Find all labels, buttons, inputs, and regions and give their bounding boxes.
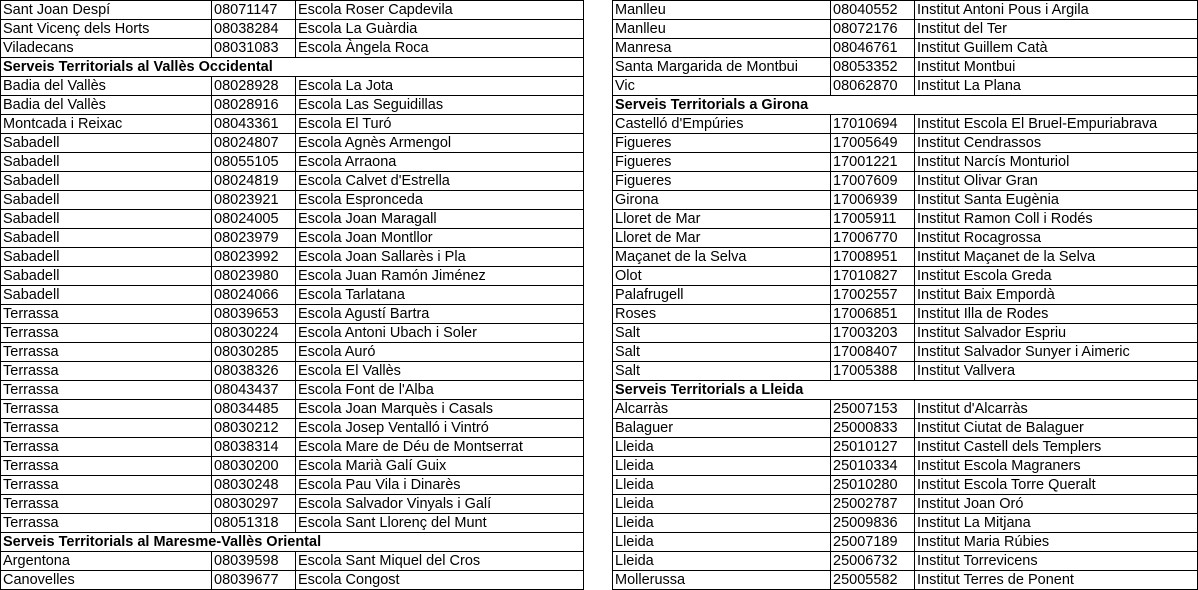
- school-name-cell: Institut Maçanet de la Selva: [915, 248, 1198, 267]
- school-name-cell: Escola La Guàrdia: [296, 20, 584, 39]
- school-name-cell: Escola Arraona: [296, 153, 584, 172]
- table-row: [1, 400, 584, 419]
- school-code-cell: 08030212: [212, 419, 296, 438]
- school-code-cell: 08051318: [212, 514, 296, 533]
- school-code-cell: 08028928: [212, 77, 296, 96]
- table-row: [613, 229, 1198, 248]
- town-cell: Roses: [613, 305, 831, 324]
- table-row: [613, 1, 1198, 20]
- school-name-cell: Escola Congost: [296, 571, 584, 590]
- school-name-cell: Escola Mare de Déu de Montserrat: [296, 438, 584, 457]
- table-row: [1, 514, 584, 533]
- school-code-cell: 08040552: [831, 1, 915, 20]
- town-cell: Lleida: [613, 495, 831, 514]
- town-cell: Viladecans: [1, 39, 212, 58]
- table-row: [613, 324, 1198, 343]
- table-row: [613, 343, 1198, 362]
- school-name-cell: Escola La Jota: [296, 77, 584, 96]
- school-code-cell: 08062870: [831, 77, 915, 96]
- table-body-right: [613, 1, 1198, 590]
- town-cell: Terrassa: [1, 305, 212, 324]
- school-code-cell: 08039653: [212, 305, 296, 324]
- school-code-cell: 08039677: [212, 571, 296, 590]
- table-row: [613, 39, 1198, 58]
- school-code-cell: 17006851: [831, 305, 915, 324]
- town-cell: Sabadell: [1, 210, 212, 229]
- school-code-cell: 25009836: [831, 514, 915, 533]
- school-name-cell: Escola Las Seguidillas: [296, 96, 584, 115]
- school-name-cell: Institut Castell dels Templers: [915, 438, 1198, 457]
- town-cell: Castelló d'Empúries: [613, 115, 831, 134]
- school-name-cell: Institut Salvador Espriu: [915, 324, 1198, 343]
- school-code-cell: 08024819: [212, 172, 296, 191]
- town-cell: Salt: [613, 362, 831, 381]
- school-code-cell: 17006939: [831, 191, 915, 210]
- town-cell: Sabadell: [1, 248, 212, 267]
- town-cell: Montcada i Reixac: [1, 115, 212, 134]
- school-name-cell: Escola Tarlatana: [296, 286, 584, 305]
- school-name-cell: Escola Juan Ramón Jiménez: [296, 267, 584, 286]
- town-cell: Figueres: [613, 172, 831, 191]
- school-code-cell: 08028916: [212, 96, 296, 115]
- table-row: [1, 457, 584, 476]
- school-code-cell: 08039598: [212, 552, 296, 571]
- table-row: [613, 115, 1198, 134]
- table-row: [613, 134, 1198, 153]
- school-name-cell: Institut Cendrassos: [915, 134, 1198, 153]
- school-name-cell: Institut Ciutat de Balaguer: [915, 419, 1198, 438]
- town-cell: Manresa: [613, 39, 831, 58]
- school-name-cell: Institut Terres de Ponent: [915, 571, 1198, 590]
- school-name-cell: Escola Josep Ventalló i Vintró: [296, 419, 584, 438]
- table-row: [1, 495, 584, 514]
- table-row: [1, 381, 584, 400]
- table-row: [613, 248, 1198, 267]
- school-code-cell: 08024807: [212, 134, 296, 153]
- school-name-cell: Institut Maria Rúbies: [915, 533, 1198, 552]
- town-cell: Lleida: [613, 514, 831, 533]
- school-code-cell: 08030297: [212, 495, 296, 514]
- table-row: [613, 571, 1198, 590]
- school-code-cell: 08046761: [831, 39, 915, 58]
- town-cell: Palafrugell: [613, 286, 831, 305]
- table-row: [613, 191, 1198, 210]
- table-row: [613, 400, 1198, 419]
- school-name-cell: Escola Roser Capdevila: [296, 1, 584, 20]
- table-row: [1, 476, 584, 495]
- town-cell: Terrassa: [1, 362, 212, 381]
- school-name-cell: Institut Baix Empordà: [915, 286, 1198, 305]
- town-cell: Sabadell: [1, 229, 212, 248]
- town-cell: Manlleu: [613, 1, 831, 20]
- town-cell: Mollerussa: [613, 571, 831, 590]
- school-code-cell: 08043437: [212, 381, 296, 400]
- school-name-cell: Escola Auró: [296, 343, 584, 362]
- school-code-cell: 17003203: [831, 324, 915, 343]
- table-row: [613, 77, 1198, 96]
- school-name-cell: Institut La Mitjana: [915, 514, 1198, 533]
- school-name-cell: Escola Joan Marquès i Casals: [296, 400, 584, 419]
- table-row: [1, 267, 584, 286]
- school-name-cell: Escola Salvador Vinyals i Galí: [296, 495, 584, 514]
- town-cell: Figueres: [613, 153, 831, 172]
- school-code-cell: 08031083: [212, 39, 296, 58]
- section-header: Serveis Territorials al Vallès Occidental: [1, 58, 584, 77]
- school-code-cell: 25007153: [831, 400, 915, 419]
- town-cell: Olot: [613, 267, 831, 286]
- table-row: [1, 134, 584, 153]
- town-cell: Terrassa: [1, 476, 212, 495]
- school-code-cell: 08038326: [212, 362, 296, 381]
- table-row: [1, 552, 584, 571]
- town-cell: Terrassa: [1, 457, 212, 476]
- school-name-cell: Institut La Plana: [915, 77, 1198, 96]
- school-code-cell: 08030285: [212, 343, 296, 362]
- school-name-cell: Institut Guillem Catà: [915, 39, 1198, 58]
- school-name-cell: Escola Agustí Bartra: [296, 305, 584, 324]
- table-row: [1, 419, 584, 438]
- town-cell: Terrassa: [1, 419, 212, 438]
- table-row: [613, 438, 1198, 457]
- table-row: [1, 191, 584, 210]
- school-name-cell: Institut Vallvera: [915, 362, 1198, 381]
- town-cell: Lleida: [613, 438, 831, 457]
- school-code-cell: 17001221: [831, 153, 915, 172]
- town-cell: Sabadell: [1, 286, 212, 305]
- school-name-cell: Escola Calvet d'Estrella: [296, 172, 584, 191]
- section-header-row: [613, 96, 1198, 115]
- table-row: [613, 552, 1198, 571]
- town-cell: Lleida: [613, 457, 831, 476]
- school-name-cell: Institut Antoni Pous i Argila: [915, 1, 1198, 20]
- school-name-cell: Institut del Ter: [915, 20, 1198, 39]
- town-cell: Terrassa: [1, 438, 212, 457]
- school-name-cell: Institut Escola Greda: [915, 267, 1198, 286]
- table-row: [1, 438, 584, 457]
- school-name-cell: Escola Joan Sallarès i Pla: [296, 248, 584, 267]
- school-name-cell: Escola Sant Llorenç del Munt: [296, 514, 584, 533]
- school-code-cell: 17006770: [831, 229, 915, 248]
- school-code-cell: 08030200: [212, 457, 296, 476]
- table-row: [1, 229, 584, 248]
- school-name-cell: Institut Montbui: [915, 58, 1198, 77]
- town-cell: Manlleu: [613, 20, 831, 39]
- school-code-cell: 08043361: [212, 115, 296, 134]
- table-row: [1, 324, 584, 343]
- school-name-cell: Escola Font de l'Alba: [296, 381, 584, 400]
- school-code-cell: 17010694: [831, 115, 915, 134]
- school-name-cell: Escola Sant Miquel del Cros: [296, 552, 584, 571]
- table-row: [1, 1, 584, 20]
- school-name-cell: Escola Agnès Armengol: [296, 134, 584, 153]
- school-code-cell: 17005911: [831, 210, 915, 229]
- town-cell: Argentona: [1, 552, 212, 571]
- town-cell: Terrassa: [1, 514, 212, 533]
- school-name-cell: Institut Illa de Rodes: [915, 305, 1198, 324]
- school-name-cell: Institut Rocagrossa: [915, 229, 1198, 248]
- table-row: [613, 172, 1198, 191]
- table-row: [613, 305, 1198, 324]
- table-row: [613, 495, 1198, 514]
- town-cell: Lleida: [613, 476, 831, 495]
- table-row: [1, 77, 584, 96]
- town-cell: Sabadell: [1, 191, 212, 210]
- town-cell: Sant Vicenç dels Horts: [1, 20, 212, 39]
- town-cell: Lloret de Mar: [613, 229, 831, 248]
- table-row: [1, 153, 584, 172]
- school-code-cell: 25005582: [831, 571, 915, 590]
- section-header-row: [1, 533, 584, 552]
- school-code-cell: 08030248: [212, 476, 296, 495]
- town-cell: Sabadell: [1, 134, 212, 153]
- town-cell: Badia del Vallès: [1, 96, 212, 115]
- section-header: Serveis Territorials a Girona: [613, 96, 1198, 115]
- school-name-cell: Institut Ramon Coll i Rodés: [915, 210, 1198, 229]
- town-cell: Alcarràs: [613, 400, 831, 419]
- town-cell: Sabadell: [1, 172, 212, 191]
- school-name-cell: Escola Joan Montllor: [296, 229, 584, 248]
- school-name-cell: Escola Joan Maragall: [296, 210, 584, 229]
- section-header: Serveis Territorials al Maresme-Vallès Oriental: [1, 533, 584, 552]
- school-name-cell: Institut Olivar Gran: [915, 172, 1198, 191]
- school-name-cell: Escola Marià Galí Guix: [296, 457, 584, 476]
- school-code-cell: 17007609: [831, 172, 915, 191]
- school-code-cell: 08072176: [831, 20, 915, 39]
- school-code-cell: 25000833: [831, 419, 915, 438]
- table-row: [613, 514, 1198, 533]
- table-row: [1, 210, 584, 229]
- school-code-cell: 17008951: [831, 248, 915, 267]
- table-row: [1, 115, 584, 134]
- town-cell: Sant Joan Despí: [1, 1, 212, 20]
- table-row: [1, 39, 584, 58]
- table-row: [1, 96, 584, 115]
- table-row: [613, 153, 1198, 172]
- town-cell: Terrassa: [1, 495, 212, 514]
- table-row: [613, 533, 1198, 552]
- school-code-cell: 17002557: [831, 286, 915, 305]
- town-cell: Salt: [613, 343, 831, 362]
- school-code-cell: 25007189: [831, 533, 915, 552]
- school-code-cell: 08024066: [212, 286, 296, 305]
- school-name-cell: Institut Santa Eugènia: [915, 191, 1198, 210]
- school-code-cell: 08023979: [212, 229, 296, 248]
- town-cell: Santa Margarida de Montbui: [613, 58, 831, 77]
- table-row: [1, 305, 584, 324]
- table-body-left: [1, 1, 584, 590]
- school-code-cell: 08023980: [212, 267, 296, 286]
- school-name-cell: Institut d'Alcarràs: [915, 400, 1198, 419]
- town-cell: Sabadell: [1, 267, 212, 286]
- school-code-cell: 25006732: [831, 552, 915, 571]
- town-cell: Maçanet de la Selva: [613, 248, 831, 267]
- school-code-cell: 08038284: [212, 20, 296, 39]
- town-cell: Lleida: [613, 533, 831, 552]
- section-header-row: [613, 381, 1198, 400]
- school-code-cell: 08055105: [212, 153, 296, 172]
- table-row: [1, 20, 584, 39]
- table-row: [613, 58, 1198, 77]
- town-cell: Figueres: [613, 134, 831, 153]
- school-code-cell: 08038314: [212, 438, 296, 457]
- school-code-cell: 17008407: [831, 343, 915, 362]
- school-code-cell: 08034485: [212, 400, 296, 419]
- table-row: [1, 248, 584, 267]
- school-code-cell: 25002787: [831, 495, 915, 514]
- school-code-cell: 08071147: [212, 1, 296, 20]
- table-row: [1, 172, 584, 191]
- school-name-cell: Escola Àngela Roca: [296, 39, 584, 58]
- school-code-cell: 08024005: [212, 210, 296, 229]
- town-cell: Vic: [613, 77, 831, 96]
- school-code-cell: 08023921: [212, 191, 296, 210]
- school-code-cell: 08030224: [212, 324, 296, 343]
- town-cell: Terrassa: [1, 343, 212, 362]
- school-name-cell: Institut Escola Magraners: [915, 457, 1198, 476]
- table-row: [613, 419, 1198, 438]
- section-header-row: [1, 58, 584, 77]
- school-name-cell: Institut Joan Oró: [915, 495, 1198, 514]
- school-name-cell: Escola El Turó: [296, 115, 584, 134]
- section-header: Serveis Territorials a Lleida: [613, 381, 1198, 400]
- table-row: [613, 362, 1198, 381]
- school-code-cell: 08023992: [212, 248, 296, 267]
- town-cell: Sabadell: [1, 153, 212, 172]
- town-cell: Terrassa: [1, 324, 212, 343]
- table-row: [1, 286, 584, 305]
- table-row: [613, 476, 1198, 495]
- table-row: [1, 571, 584, 590]
- school-name-cell: Escola Pau Vila i Dinarès: [296, 476, 584, 495]
- school-name-cell: Escola Antoni Ubach i Soler: [296, 324, 584, 343]
- table-row: [613, 457, 1198, 476]
- schools-table-right: [612, 0, 1198, 590]
- town-cell: Lleida: [613, 552, 831, 571]
- town-cell: Lloret de Mar: [613, 210, 831, 229]
- table-row: [1, 362, 584, 381]
- table-row: [613, 210, 1198, 229]
- school-name-cell: Institut Narcís Monturiol: [915, 153, 1198, 172]
- school-code-cell: 17010827: [831, 267, 915, 286]
- schools-table-left: [0, 0, 584, 590]
- town-cell: Balaguer: [613, 419, 831, 438]
- school-code-cell: 17005649: [831, 134, 915, 153]
- school-code-cell: 08053352: [831, 58, 915, 77]
- table-row: [613, 20, 1198, 39]
- school-name-cell: Institut Escola El Bruel-Empuriabrava: [915, 115, 1198, 134]
- town-cell: Salt: [613, 324, 831, 343]
- school-code-cell: 17005388: [831, 362, 915, 381]
- town-cell: Terrassa: [1, 381, 212, 400]
- town-cell: Canovelles: [1, 571, 212, 590]
- table-row: [1, 343, 584, 362]
- table-row: [613, 286, 1198, 305]
- school-name-cell: Escola Espronceda: [296, 191, 584, 210]
- school-code-cell: 25010280: [831, 476, 915, 495]
- school-name-cell: Institut Escola Torre Queralt: [915, 476, 1198, 495]
- school-name-cell: Institut Torrevicens: [915, 552, 1198, 571]
- school-name-cell: Institut Salvador Sunyer i Aimeric: [915, 343, 1198, 362]
- school-name-cell: Escola El Vallès: [296, 362, 584, 381]
- school-code-cell: 25010334: [831, 457, 915, 476]
- town-cell: Badia del Vallès: [1, 77, 212, 96]
- school-code-cell: 25010127: [831, 438, 915, 457]
- town-cell: Terrassa: [1, 400, 212, 419]
- town-cell: Girona: [613, 191, 831, 210]
- table-row: [613, 267, 1198, 286]
